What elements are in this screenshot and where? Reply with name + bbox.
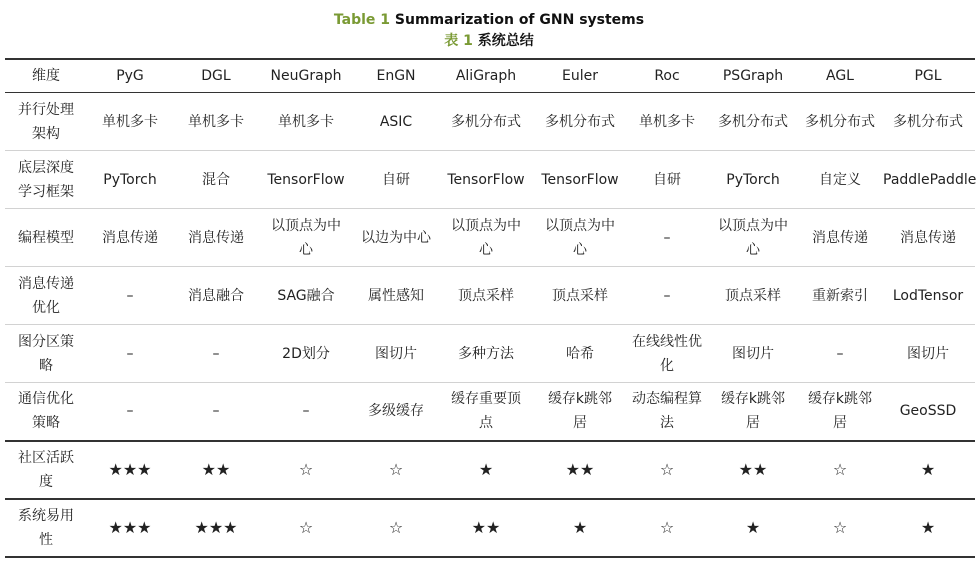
table-cell: ☆ [388,517,404,537]
table-row-dl-framework [5,151,975,209]
table-cell: 自研 [382,171,410,188]
table-cell: 多级缓存 [368,403,424,420]
table-cell: ☆ [298,517,314,537]
table-cell: – [126,345,134,362]
table-cell: 多机分布式 [805,113,875,130]
table-cell: – [212,403,220,420]
row-label: 并行处理架构 [18,101,74,142]
table-cell: – [663,229,671,246]
table-cell: 多种方法 [458,345,514,362]
table-cell: ★ [478,459,494,479]
table-cell: 自研 [653,171,681,188]
table-cell: TensorFlow [267,171,345,188]
table-row-parallel-arch [5,93,975,151]
table-cell: – [302,403,310,420]
header-cell: Roc [654,68,680,84]
table-cell: 在线线性优化 [632,333,702,374]
table-cell: 缓存k跳邻居 [807,391,873,432]
header-cell: 维度 [32,68,60,84]
table-cell: – [663,287,671,304]
caption-number-en: Table 1 [333,12,391,28]
table-cell: 单机多卡 [639,113,695,130]
row-label: 系统易用性 [18,507,74,548]
table-cell: 顶点采样 [552,287,608,304]
table-cell: ★★★ [194,517,238,537]
table-cell: ☆ [832,517,848,537]
table-cell: – [212,345,220,362]
table-cell: 属性感知 [368,287,424,304]
table-cell: PyTorch [726,171,780,188]
table-cell: 消息融合 [188,287,244,304]
table-cell: 哈希 [566,345,594,362]
caption-number-zh: 表 1 [444,33,473,49]
table-cell: 多机分布式 [718,113,788,130]
table-cell: 图切片 [375,345,417,362]
table-cell: 图切片 [732,345,774,362]
table-cell: 以顶点为中心 [271,217,341,258]
table-cell: ★★ [201,459,231,479]
table-row-community [5,441,975,499]
table-cell: ★★ [738,459,768,479]
table-cell: ★★★ [108,459,152,479]
table-cell: ASIC [379,113,413,130]
header-cell: AliGraph [455,68,517,84]
caption-chinese [0,29,978,52]
table-cell: ★★★ [108,517,152,537]
table-cell: 多机分布式 [545,113,615,130]
table-row-msg-opt [5,267,975,325]
table-cell: ★★ [471,517,501,537]
table-cell: 单机多卡 [278,113,334,130]
table-cell: 单机多卡 [102,113,158,130]
row-label: 通信优化策略 [18,391,74,432]
table-cell: 多机分布式 [451,113,521,130]
table-cell: 单机多卡 [188,113,244,130]
table-cell: ☆ [659,459,675,479]
table-cell: 缓存k跳邻居 [547,391,613,432]
table-cell: 图切片 [907,345,949,362]
table-row-comm-opt [5,383,975,441]
table-cell: PyTorch [103,171,157,188]
table-cell: GeoSSD [899,403,957,420]
row-label: 编程模型 [18,229,74,246]
header-cell: DGL [201,68,231,84]
table-cell: 缓存重要顶点 [451,391,521,432]
table-cell: 以顶点为中心 [545,217,615,258]
table-cell: 2D划分 [282,345,330,362]
table-cell: 混合 [202,171,230,188]
table-cell: 以边为中心 [361,229,431,246]
table-row-partition [5,325,975,383]
table-cell: ★ [572,517,588,537]
table-cell: 多机分布式 [893,113,963,130]
table-header-row [5,59,975,93]
header-cell: PyG [116,68,144,84]
table-cell: 重新索引 [812,287,868,304]
header-cell: NeuGraph [270,68,342,84]
table-cell: TensorFlow [541,171,619,188]
header-cell: PSGraph [722,68,784,84]
caption-text-en: Summarization of GNN systems [394,12,645,28]
table-cell: 缓存k跳邻居 [720,391,786,432]
row-label: 底层深度学习框架 [18,159,74,200]
table-row-usability [5,499,975,557]
table-cell: – [126,403,134,420]
row-label: 图分区策略 [18,333,74,374]
table-cell: ★★ [565,459,595,479]
table-caption [0,0,978,58]
table-cell: 消息传递 [102,229,158,246]
table-cell: TensorFlow [447,171,525,188]
row-label: 社区活跃度 [18,449,74,490]
table-cell: ★ [745,517,761,537]
table-cell: LodTensor [892,287,964,304]
header-cell: Euler [562,68,598,84]
gnn-systems-table [5,58,975,558]
table-cell: SAG融合 [277,287,335,304]
table-cell: 消息传递 [812,229,868,246]
header-cell: EnGN [376,68,416,84]
table-cell: 以顶点为中心 [718,217,788,258]
table-cell: PaddlePaddle [883,171,977,188]
table-cell: 消息传递 [188,229,244,246]
table-cell: ☆ [388,459,404,479]
caption-text-zh: 系统总结 [477,33,534,49]
header-cell: AGL [826,68,854,84]
table-cell: 顶点采样 [458,287,514,304]
caption-english [0,0,978,29]
table-cell: 自定义 [819,171,861,188]
table-cell: ★ [920,517,936,537]
table-cell: 以顶点为中心 [451,217,521,258]
table-cell: 顶点采样 [725,287,781,304]
table-cell: 动态编程算法 [632,391,702,432]
table-cell: ☆ [298,459,314,479]
table-cell: – [836,345,844,362]
table-row-programming-model [5,209,975,267]
table-cell: – [126,287,134,304]
table-cell: 消息传递 [900,229,956,246]
table-cell: ☆ [832,459,848,479]
table-cell: ☆ [659,517,675,537]
row-label: 消息传递优化 [18,275,74,316]
header-cell: PGL [914,68,942,84]
table-cell: ★ [920,459,936,479]
